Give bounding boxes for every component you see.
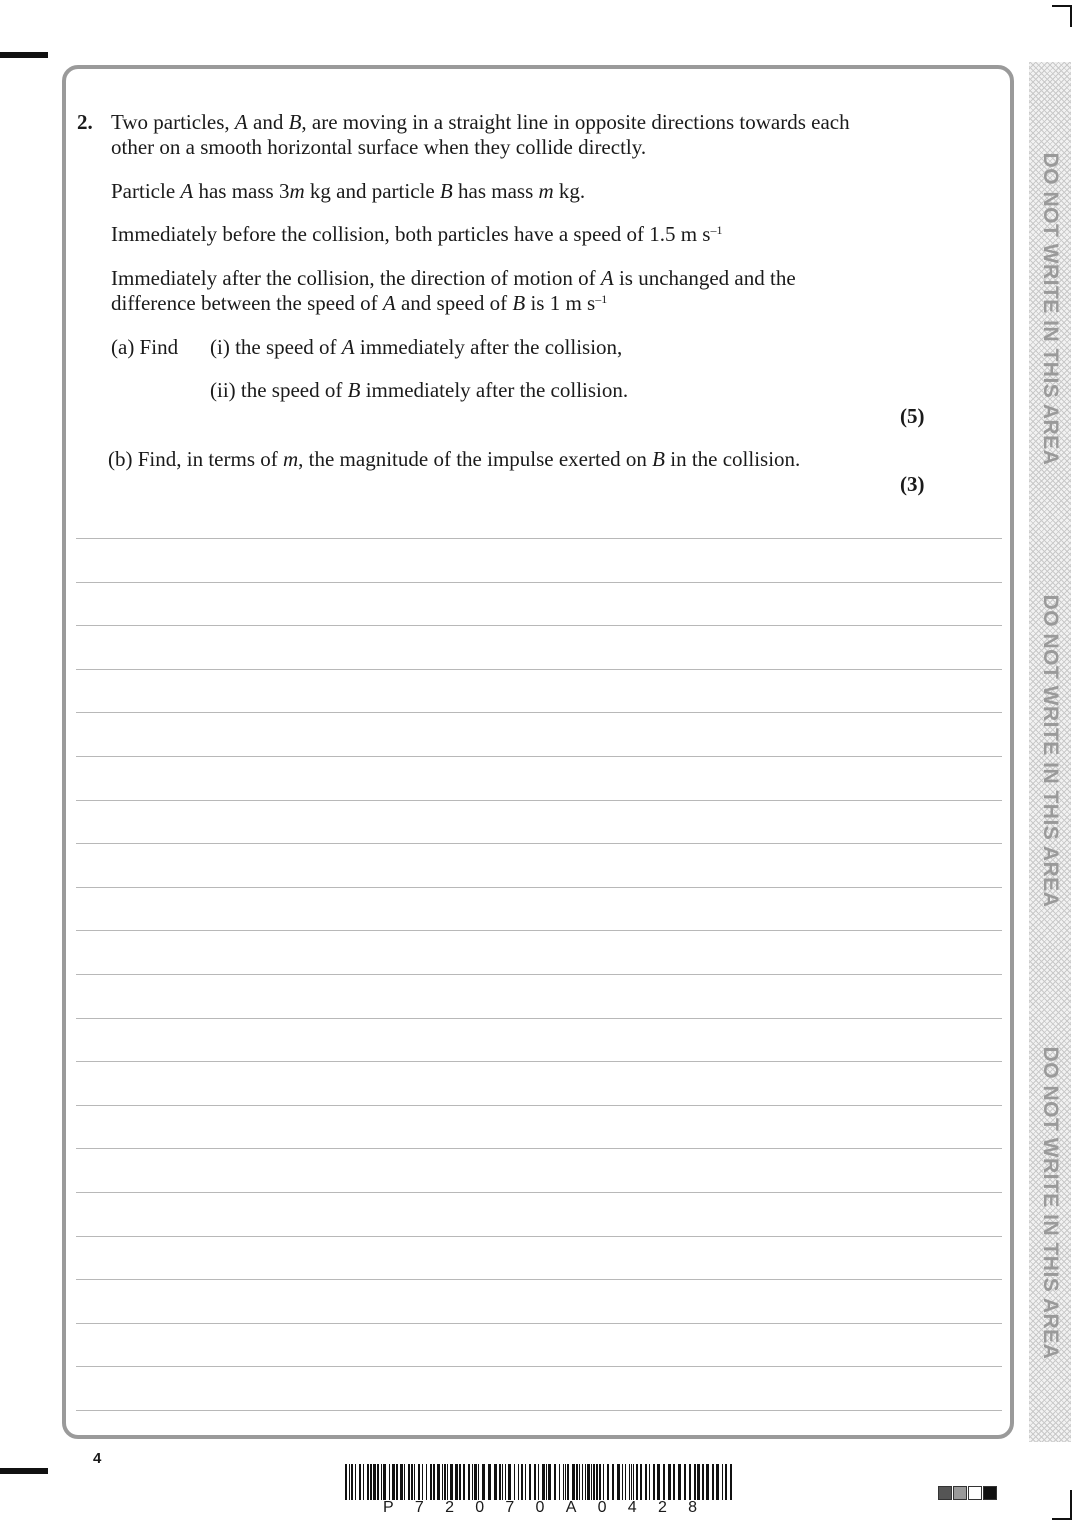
crop-mark [1052,5,1072,7]
answer-line[interactable] [76,1323,1002,1324]
barcode-digit: 7 [414,1499,424,1516]
barcode-digit: 4 [627,1499,637,1516]
answer-line[interactable] [76,538,1002,539]
answer-line[interactable] [76,1148,1002,1149]
crop-mark [1070,5,1072,27]
barcode-digit: 0 [597,1499,607,1516]
answer-line[interactable] [76,1018,1002,1019]
speed-before-statement: Immediately before the collision, both particles have a speed of 1.5 m $s^{-1}$ [111,222,723,246]
part-a-label: (a) Find [111,335,179,359]
after-collision-line2: difference between the speed of A and speed of B is 1 m $s^{-1}$ [111,291,608,315]
answer-line[interactable] [76,1279,1002,1280]
question-number: 2. [77,110,93,134]
answer-line[interactable] [76,930,1002,931]
question-intro-line2: other on a smooth horizontal surface when they collide directly. [111,135,647,159]
mass-statement: Particle A has mass 3m kg and particle B has mass m kg. [111,179,586,203]
marks-b: (3) [900,472,925,496]
barcode-digit: 7 [505,1499,515,1516]
answer-line[interactable] [76,1061,1002,1062]
answer-line[interactable] [76,1236,1002,1237]
answer-line[interactable] [76,843,1002,844]
crop-mark [1052,1518,1072,1520]
barcode-digit: P [383,1499,394,1516]
barcode-digit: A [565,1499,577,1516]
answer-line[interactable] [76,669,1002,670]
part-a-ii: (ii) the speed of B immediately after the collision. [210,378,629,402]
answer-line[interactable] [76,582,1002,583]
marks-a: (5) [900,404,925,428]
part-a-i: (i) the speed of A immediately after the collision, [210,335,623,359]
answer-line[interactable] [76,887,1002,888]
answer-line[interactable] [76,712,1002,713]
answer-line[interactable] [76,800,1002,801]
crop-mark [1070,1490,1072,1520]
barcode-text [345,1499,735,1517]
barcode-digit: 0 [535,1499,545,1516]
page-indicator [938,1486,997,1500]
answer-line[interactable] [76,756,1002,757]
answer-line[interactable] [76,974,1002,975]
question-intro: Two particles, A and B, are moving in a straight line in opposite directions towards each [111,110,850,134]
after-collision-line1: Immediately after the collision, the direction of motion of A is unchanged and the [111,266,796,290]
barcode-digit: 2 [445,1499,454,1516]
barcode-digit: 8 [688,1499,697,1516]
part-b: (b) Find, in terms of m, the magnitude of the impulse exerted on B in the collision. [108,447,801,471]
barcode-digit: 0 [475,1499,485,1516]
answer-line[interactable] [76,1366,1002,1367]
answer-line[interactable] [76,1410,1002,1411]
crop-mark [0,52,48,58]
barcode-digit: 2 [657,1499,667,1516]
page-number: 4 [93,1450,102,1467]
answer-line[interactable] [76,625,1002,626]
answer-line[interactable] [76,1105,1002,1106]
answer-line[interactable] [76,1192,1002,1193]
crop-mark [0,1468,48,1474]
barcode [345,1464,735,1500]
